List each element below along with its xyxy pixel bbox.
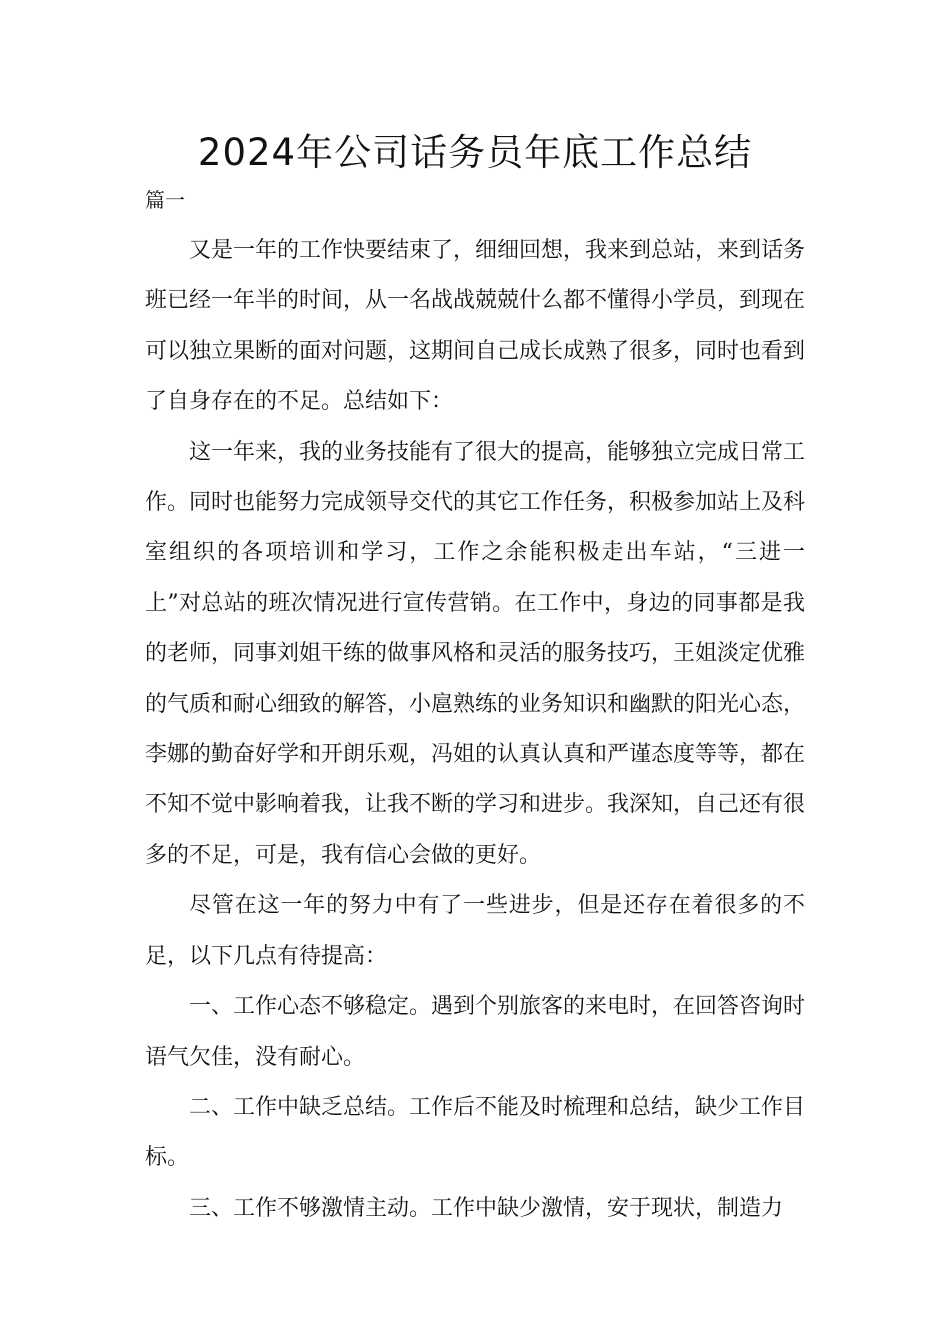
paragraph-intro: 又是一年的工作快要结束了，细细回想，我来到总站，来到话务班已经一年半的时间，从一名战战兢兢什么都不懂得小学员，到现在可以独立果断的面对问题，这期间自己成长成熟了很多，同时也看到了自身存在的不足。总结如下： — [145, 238, 806, 415]
paragraph-point-2: 二、工作中缺乏总结。工作后不能及时梳理和总结，缺少工作目标。 — [145, 1094, 806, 1171]
paragraph-point-3: 三、工作不够激情主动。工作中缺少激情，安于现状，制造力 — [189, 1195, 784, 1221]
document-body — [145, 226, 805, 1234]
document-title: 2024年公司话务员年底工作总结 — [197, 131, 753, 174]
paragraph-point-1: 一、工作心态不够稳定。遇到个别旅客的来电时，在回答咨询时语气欠佳，没有耐心。 — [145, 994, 806, 1070]
paragraph-shortcomings-intro: 尽管在这一年的努力中有了一些进步，但是还存在着很多的不足，以下几点有待提高： — [145, 893, 805, 969]
section-label: 篇一 — [145, 188, 185, 212]
paragraph-achievements: 这一年来，我的业务技能有了很大的提高，能够独立完成日常工作。同时也能努力完成领导交代的其它工作任务，积极参加站上及科室组织的各项培训和学习，工作之余能积极走出车站，“三进一上”对总站的班次情况进行宣传营销。在工作中，身边的同事都是我的老师，同事刘姐干练的做事风格和灵活的服务技巧，王姐淡定优雅的气质和耐心细致的解答，小扈熟练的业务知识和幽默的阳光心态，李娜的勤奋好学和开朗乐观，冯姐的认真认真和严谨态度等等，都在不知不觉中影响着我，让我不断的学习和进步。我深知，自己还有很多的不足，可是，我有信心会做的更好。 — [145, 439, 806, 868]
